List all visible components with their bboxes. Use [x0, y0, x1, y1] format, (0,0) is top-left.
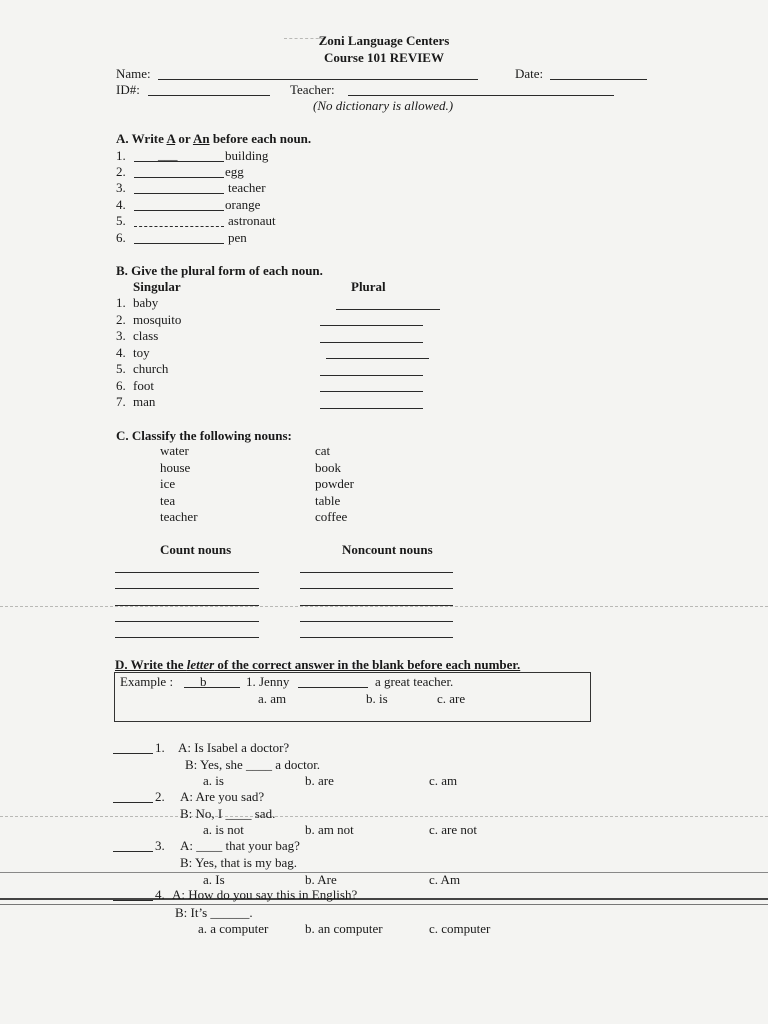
course-title: Course 101 REVIEW — [324, 50, 444, 65]
word-bank-item: book — [315, 460, 341, 475]
question-line-a: A: Are you sad? — [180, 789, 265, 804]
answer-blank[interactable] — [134, 177, 224, 178]
plural-answer-line[interactable] — [320, 391, 423, 392]
list-item-number: 7. — [116, 394, 126, 409]
option-c: c. am — [429, 773, 458, 788]
word-bank-item: teacher — [160, 509, 198, 524]
question-line-b: B: No, I ____ sad. — [180, 806, 276, 821]
noncount-answer-line[interactable] — [300, 588, 453, 589]
question-line-a: A: Is Isabel a doctor? — [178, 740, 290, 755]
option-b: b. an computer — [305, 921, 383, 936]
plural-answer-line[interactable] — [320, 325, 423, 326]
word-bank-item: water — [160, 443, 189, 458]
name-field-line[interactable] — [158, 79, 478, 80]
name-label: Name: — [116, 66, 151, 81]
noncount-answer-line[interactable] — [300, 621, 453, 622]
section-a-or: or — [175, 131, 193, 146]
word-bank-item: coffee — [315, 509, 348, 524]
example-option-a: a. am — [258, 691, 287, 706]
singular-noun: baby — [133, 295, 159, 310]
noncount-answer-line[interactable] — [300, 605, 453, 606]
example-option-c: c. are — [437, 691, 466, 706]
example-question: 1. Jenny — [246, 674, 290, 689]
option-c: c. Am — [429, 872, 461, 887]
word-bank-item: table — [315, 493, 341, 508]
question-line-b: B: Yes, she ____ a doctor. — [185, 757, 321, 772]
list-item-number: 3. — [116, 180, 126, 195]
noun-word: astronaut — [228, 213, 276, 228]
question-line-a: A: How do you say this in English? — [172, 887, 358, 902]
list-item-number: 6. — [116, 230, 126, 245]
singular-noun: class — [133, 328, 159, 343]
count-answer-line[interactable] — [115, 637, 259, 638]
count-answer-line[interactable] — [115, 572, 259, 573]
answer-blank[interactable] — [113, 802, 153, 803]
section-a-a: A — [166, 131, 176, 146]
example-question-blank — [298, 687, 368, 688]
section-d-heading-pre: D. Write the — [115, 657, 187, 672]
example-option-b: b. is — [366, 691, 388, 706]
option-c: c. computer — [429, 921, 491, 936]
teacher-field-line[interactable] — [348, 95, 614, 96]
example-box — [114, 672, 591, 722]
section-a-heading-pre: A. Write — [116, 131, 167, 146]
example-answer-line — [184, 687, 240, 688]
section-a-heading — [116, 131, 311, 146]
question-line-b: B: Yes, that is my bag. — [180, 855, 298, 870]
singular-noun: toy — [133, 345, 150, 360]
count-answer-line[interactable] — [115, 605, 259, 606]
list-item-number: 5. — [116, 361, 126, 376]
count-answer-line[interactable] — [115, 588, 259, 589]
noncount-answer-line[interactable] — [300, 572, 453, 573]
no-dictionary-note: (No dictionary is allowed.) — [313, 98, 454, 113]
question-number: 2. — [155, 789, 165, 804]
word-bank-item: ice — [160, 476, 176, 491]
section-d-heading — [115, 657, 520, 672]
answer-blank[interactable] — [113, 851, 153, 852]
example-answer: b — [200, 674, 207, 689]
id-label: ID#: — [116, 82, 140, 97]
date-field-line[interactable] — [550, 79, 647, 80]
id-field-line[interactable] — [148, 95, 270, 96]
list-item-number: 5. — [116, 213, 126, 228]
noncount-nouns-label: Noncount nouns — [342, 542, 433, 557]
answer-blank[interactable] — [134, 226, 224, 227]
list-item-number: 3. — [116, 328, 126, 343]
count-answer-line[interactable] — [115, 621, 259, 622]
scan-artifact-line — [0, 816, 768, 817]
noun-word: building — [225, 148, 269, 163]
singular-column-header: Singular — [133, 279, 181, 294]
word-bank-item: cat — [315, 443, 331, 458]
question-number: 3. — [155, 838, 165, 853]
answer-blank[interactable] — [134, 161, 224, 162]
option-b: b. am not — [305, 822, 354, 837]
date-label: Date: — [515, 66, 544, 81]
section-d-heading-letter: letter — [186, 657, 215, 672]
option-a: a. a computer — [198, 921, 269, 936]
answer-blank-text: ___ — [158, 147, 178, 162]
word-bank-item: house — [160, 460, 191, 475]
list-item-number: 6. — [116, 378, 126, 393]
question-line-b: B: It’s ______. — [175, 905, 253, 920]
section-a-an: An — [192, 131, 210, 146]
question-number: 1. — [155, 740, 165, 755]
singular-noun: church — [133, 361, 169, 376]
scan-artifact-line — [0, 904, 768, 905]
singular-noun: mosquito — [133, 312, 182, 327]
singular-noun: foot — [133, 378, 154, 393]
section-a-heading-post: before each noun. — [209, 131, 312, 146]
option-a: a. Is — [203, 872, 225, 887]
plural-answer-line[interactable] — [326, 358, 429, 359]
count-nouns-label: Count nouns — [160, 542, 232, 557]
option-b: b. are — [305, 773, 334, 788]
list-item-number: 1. — [116, 295, 126, 310]
option-a: a. is not — [203, 822, 244, 837]
noun-word: egg — [225, 164, 244, 179]
noun-word: orange — [225, 197, 261, 212]
plural-answer-line[interactable] — [320, 375, 423, 376]
list-item-number: 1. — [116, 148, 126, 163]
list-item-number: 2. — [116, 164, 126, 179]
word-bank-item: powder — [315, 476, 354, 491]
answer-blank[interactable] — [134, 210, 224, 211]
answer-blank[interactable] — [134, 193, 224, 194]
answer-blank[interactable] — [134, 243, 224, 244]
option-a: a. is — [203, 773, 224, 788]
singular-noun: man — [133, 394, 156, 409]
school-title: Zoni Language Centers — [318, 33, 450, 48]
plural-answer-line[interactable] — [320, 408, 423, 409]
question-line-a: A: ____ that your bag? — [180, 838, 300, 853]
plural-answer-line[interactable] — [336, 309, 440, 310]
plural-answer-line[interactable] — [320, 342, 423, 343]
section-b-heading: B. Give the plural form of each noun. — [116, 263, 323, 278]
option-c: c. are not — [429, 822, 478, 837]
answer-blank[interactable] — [113, 753, 153, 754]
noncount-answer-line[interactable] — [300, 637, 453, 638]
scan-artifact-line — [0, 872, 768, 873]
option-b: b. Are — [305, 872, 337, 887]
section-d-heading-post: of the correct answer in the blank before each number. — [214, 657, 521, 672]
question-number: 4. — [155, 887, 165, 902]
noun-word: pen — [228, 230, 247, 245]
example-question-end: a great teacher. — [375, 674, 454, 689]
scan-artifact-line — [0, 606, 768, 607]
noun-word: teacher — [228, 180, 266, 195]
example-label: Example : — [120, 674, 174, 689]
list-item-number: 2. — [116, 312, 126, 327]
answer-blank[interactable] — [113, 900, 153, 901]
section-c-heading: C. Classify the following nouns: — [116, 428, 292, 443]
list-item-number: 4. — [116, 345, 126, 360]
list-item-number: 4. — [116, 197, 126, 212]
teacher-label: Teacher: — [290, 82, 335, 97]
word-bank-item: tea — [160, 493, 176, 508]
plural-column-header: Plural — [351, 279, 386, 294]
